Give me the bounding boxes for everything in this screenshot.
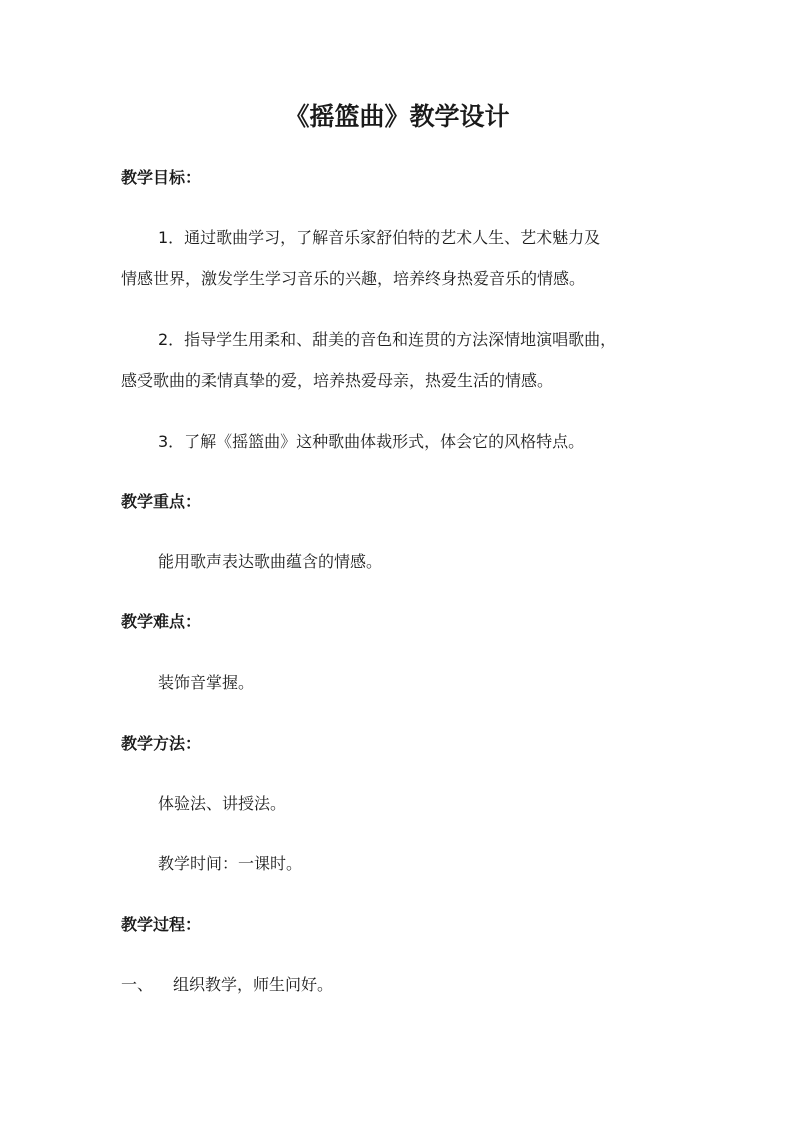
key-points-text: 能用歌声表达歌曲蕴含的情感。 [158, 552, 383, 571]
teaching-time: 教学时间：一课时。 [158, 854, 303, 873]
objective-1-line-1: 1．通过歌曲学习，了解音乐家舒伯特的艺术人生、艺术魅力及 [158, 228, 601, 247]
key-points-heading: 教学重点： [121, 492, 202, 511]
process-step-1-text: 组织教学，师生问好。 [173, 975, 334, 994]
document-title: 《摇篮曲》教学设计 [284, 102, 510, 131]
difficulty-text: 装饰音掌握。 [158, 673, 255, 692]
objectives-heading: 教学目标： [121, 168, 202, 187]
methods-heading: 教学方法： [121, 734, 202, 753]
objective-3: 3．了解《摇篮曲》这种歌曲体裁形式，体会它的风格特点。 [158, 432, 585, 451]
process-heading: 教学过程： [121, 915, 202, 934]
difficulty-heading: 教学难点： [121, 612, 202, 631]
process-step-1 [121, 973, 333, 997]
objective-1-line-2: 情感世界，激发学生学习音乐的兴趣，培养终身热爱音乐的情感。 [121, 269, 586, 288]
objective-2-line-1: 2．指导学生用柔和、甜美的音色和连贯的方法深情地演唱歌曲， [158, 330, 617, 349]
process-step-1-number: 一、 [121, 975, 154, 994]
methods-text: 体验法、讲授法。 [158, 794, 287, 813]
objective-2-line-2: 感受歌曲的柔情真挚的爱，培养热爱母亲，热爱生活的情感。 [121, 371, 554, 390]
